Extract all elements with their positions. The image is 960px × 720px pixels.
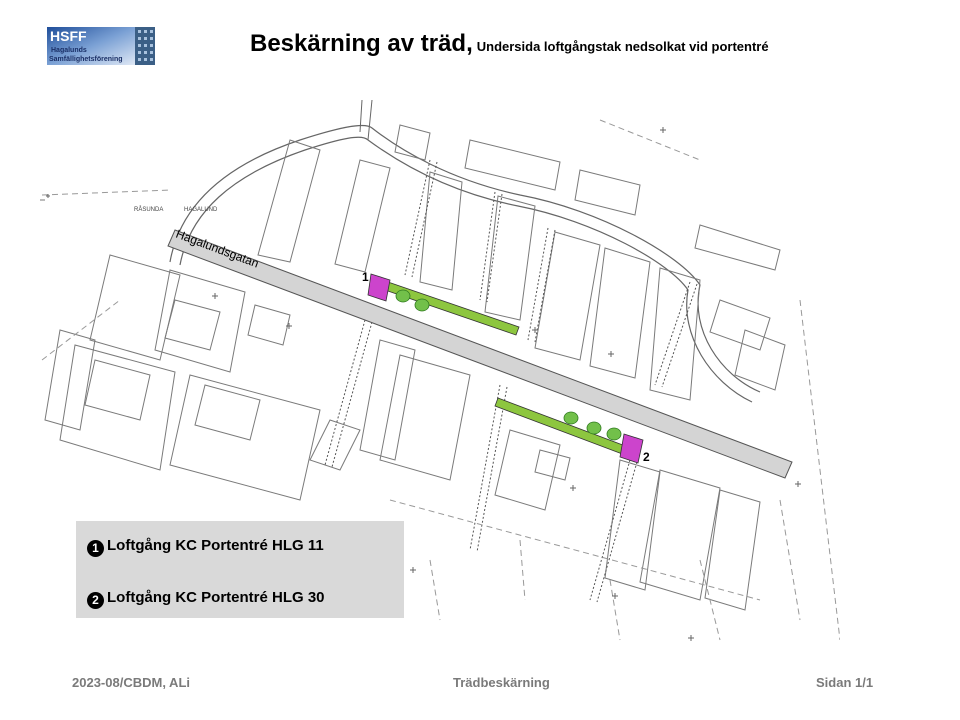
street-label: Hagalundsgatan bbox=[173, 226, 261, 271]
entrance-2 bbox=[620, 434, 643, 463]
tree-icon bbox=[587, 422, 601, 434]
marker-2-label: 2 bbox=[643, 450, 650, 464]
legend-number-2: 2 bbox=[87, 592, 104, 609]
title-main: Beskärning av träd, bbox=[250, 30, 473, 57]
entrance-1 bbox=[368, 274, 390, 301]
legend-item-1 bbox=[87, 537, 324, 557]
street-hagalundsgatan bbox=[168, 230, 792, 478]
legend-box bbox=[76, 521, 404, 618]
buildings-north bbox=[258, 125, 785, 400]
tree-icon bbox=[607, 428, 621, 440]
tree-icon bbox=[396, 290, 410, 302]
legend-text-1: Loftgång KC Portentré HLG 11 bbox=[107, 537, 324, 554]
hsff-logo bbox=[47, 27, 155, 65]
footer-left: 2023-08/CBDM, ALi bbox=[72, 675, 190, 690]
title-subtitle: Undersida loftgångstak nedsolkat vid portentré bbox=[476, 39, 769, 54]
label-hagalund: HAGALUND bbox=[184, 207, 218, 213]
footer-page: Sidan 1/1 bbox=[816, 675, 874, 690]
tree-icon bbox=[564, 412, 578, 424]
marker-1-label: 1 bbox=[362, 270, 369, 284]
legend-number-1: 1 bbox=[87, 540, 104, 557]
logo-line2: Samfällighetsförening bbox=[49, 56, 123, 63]
tree-icon bbox=[415, 299, 429, 311]
page-title bbox=[250, 30, 769, 58]
legend-item-2 bbox=[87, 589, 325, 609]
label-rasunda: RÅSUNDA bbox=[134, 207, 164, 213]
legend-text-2: Loftgång KC Portentré HLG 30 bbox=[107, 589, 325, 606]
logo-line1: Hagalunds bbox=[51, 47, 87, 54]
logo-acronym: HSFF bbox=[50, 28, 87, 44]
footer-center: Trädbeskärning bbox=[453, 675, 550, 690]
